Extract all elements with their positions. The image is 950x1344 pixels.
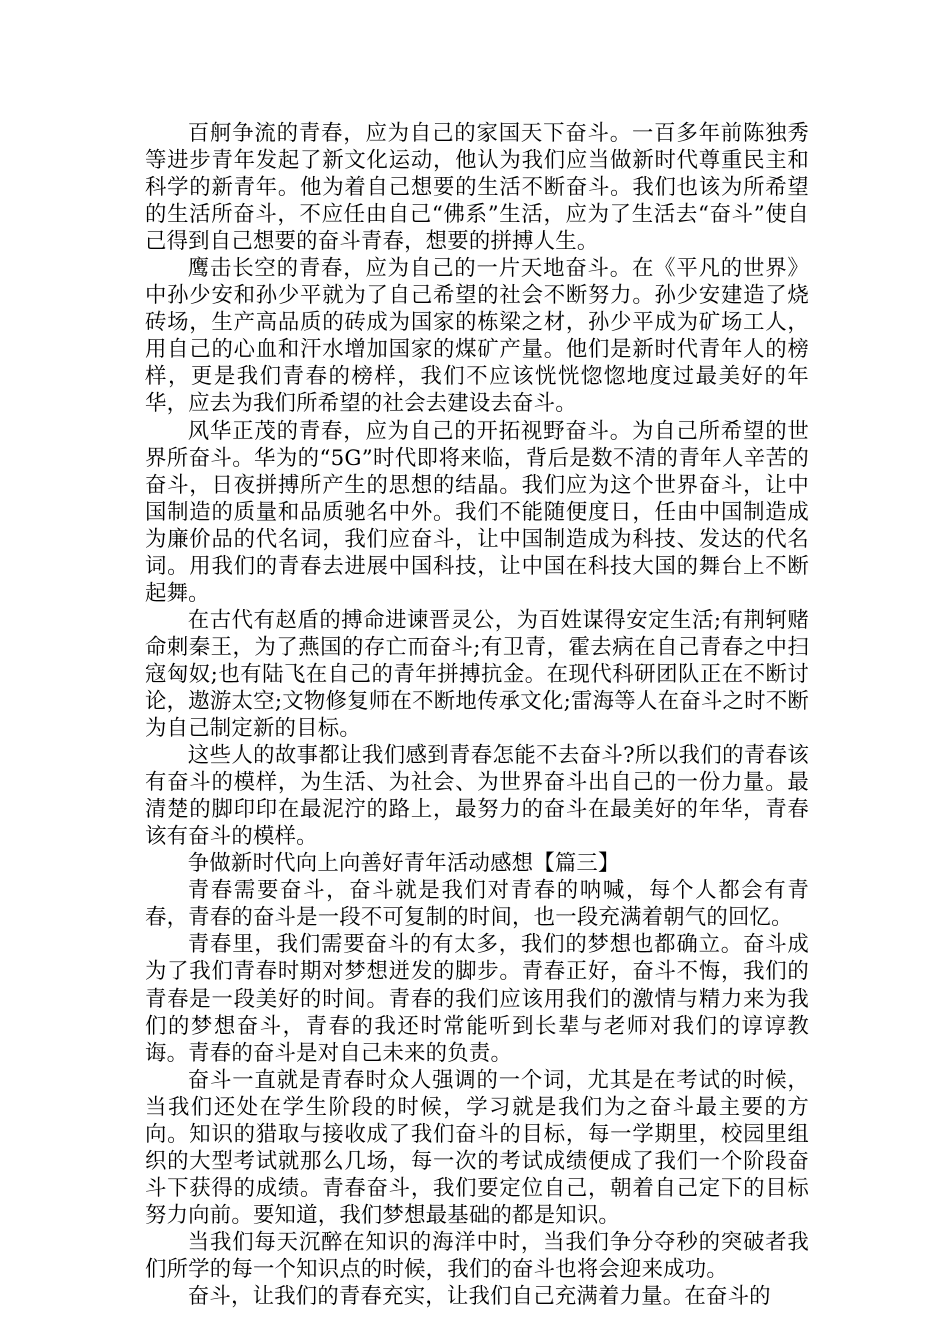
paragraph: 奋斗，让我们的青春充实，让我们自己充满着力量。在奋斗的: [187, 1284, 771, 1310]
paragraph: 这些人的故事都让我们感到青春怎能不去奋斗?所以我们的青春该有奋斗的模样，为生活、为社会、为世界奋斗出自己的一份力量。最清楚的脚印印在最泥泞的路上，最努力的奋斗在最美好的年华，青春该有奋斗的模样。: [145, 743, 809, 850]
paragraph: 鹰击长空的青春，应为自己的一片天地奋斗。在《平凡的世界》中孙少安和孙少平就为了自己希望的社会不断努力。孙少安建造了烧砖场，生产高品质的砖成为国家的栋梁之材，孙少平成为矿场工人，用自己的心血和汗水增加国家的煤矿产量。他们是新时代青年人的榜样，更是我们青春的榜样，我们不应该恍恍惚惚地度过最美好的年华，应去为我们所希望的社会去建设去奋斗。: [145, 256, 809, 417]
paragraph: 青春里，我们需要奋斗的有太多，我们的梦想也都确立。奋斗成为了我们青春时期对梦想迸发的脚步。青春正好，奋斗不悔，我们的青春是一段美好的时间。青春的我们应该用我们的激情与精力来为我们的梦想奋斗，青春的我还时常能听到长辈与老师对我们的谆谆教诲。青春的奋斗是对自己未来的负责。: [145, 932, 809, 1066]
section-heading: 争做新时代向上向善好青年活动感想【篇三】: [187, 851, 620, 877]
paragraph: 青春需要奋斗，奋斗就是我们对青春的呐喊，每个人都会有青春，青春的奋斗是一段不可复制的时间，也一段充满着朝气的回忆。: [145, 878, 809, 931]
paragraph: 奋斗一直就是青春时众人强调的一个词，尤其是在考试的时候，当我们还处在学生阶段的时候，学习就是我们为之奋斗最主要的方向。知识的猎取与接收成了我们奋斗的目标，每一学期里，校园里组织的大型考试就那么几场，每一次的考试成绩便成了我们一个阶段奋斗下获得的成绩。青春奋斗，我们要定位自己，朝着自己定下的目标努力向前。要知道，我们梦想最基础的都是知识。: [145, 1067, 809, 1228]
document-page: [145, 120, 809, 1310]
paragraph: 当我们每天沉醉在知识的海洋中时，当我们争分夺秒的突破者我们所学的每一个知识点的时候，我们的奋斗也将会迎来成功。: [145, 1229, 809, 1282]
paragraph: 百舸争流的青春，应为自己的家国天下奋斗。一百多年前陈独秀等进步青年发起了新文化运动，他认为我们应当做新时代尊重民主和科学的新青年。他为着自己想要的生活不断奋斗。我们也该为所希望的生活所奋斗，不应任由自己“佛系”生活，应为了生活去“奋斗”使自己得到自己想要的奋斗青春，想要的拼搏人生。: [145, 121, 809, 255]
paragraph: 风华正茂的青春，应为自己的开拓视野奋斗。为自己所希望的世界所奋斗。华为的“5G”时代即将来临，背后是数不清的青年人辛苦的奋斗，日夜拼搏所产生的思想的结晶。我们应为这个世界奋斗，让中国制造的质量和品质驰名中外。我们不能随便度日，任由中国制造成为廉价品的代名词，我们应奋斗，让中国制造成为科技、发达的代名词。用我们的青春去进展中国科技，让中国在科技大国的舞台上不断起舞。: [145, 418, 809, 606]
paragraph: 在古代有赵盾的搏命进谏晋灵公，为百姓谋得安定生活;有荆轲赌命刺秦王，为了燕国的存亡而奋斗;有卫青，霍去病在自己青春之中扫寇匈奴;也有陆飞在自己的青年拼搏抗金。在现代科研团队正在不断讨论，遨游太空;文物修复师在不断地传承文化;雷海等人在奋斗之时不断为自己制定新的目标。: [145, 607, 809, 742]
